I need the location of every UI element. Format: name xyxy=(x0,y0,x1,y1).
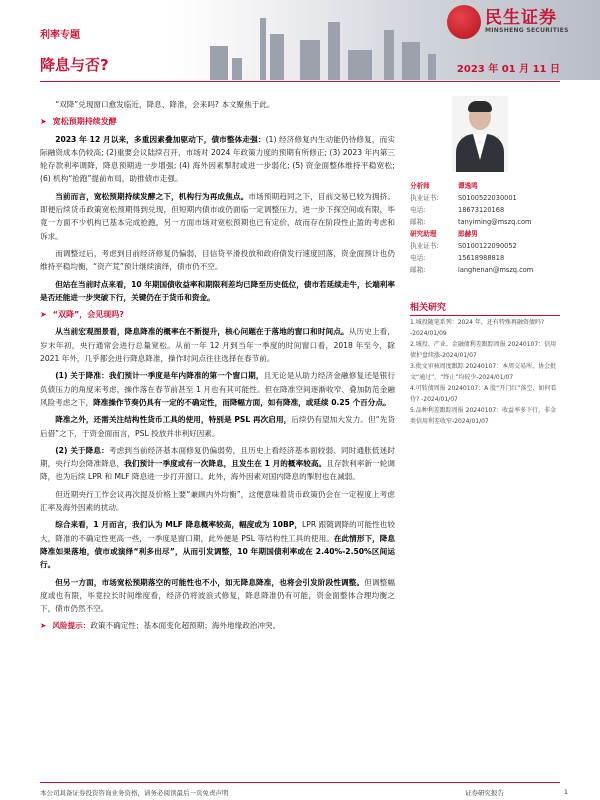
paragraph: (2) 关于降息：考虑到当前经济基本面修复仍偏弱势，且历史上看经济基本面较弱、同时通胀低迷时期，央行均会降准降息，我们预计一季度或有一次降息，且发生在 1 月的概率较高。且存款利率新一轮调降，也为后续 LPR 和 MLF 降息进一步打开窗口。此外，海外因素对国内降息的掣肘也在减弱。 xyxy=(40,445,396,482)
analyst-email-link[interactable]: langhenan@mszq.com xyxy=(458,266,534,274)
footer-disclaimer: 本公司具备证券投资咨询业务资格，请务必阅读最后一页免责声明 xyxy=(40,789,229,797)
report-date: 2023 年 01 月 11 日 xyxy=(456,64,560,75)
analyst-email-link[interactable]: tanyiming@mszq.com xyxy=(458,218,532,226)
related-research-item[interactable]: 1.城投随笔系列：2024 年，还有特殊再融资债吗? -2024/01/09 xyxy=(410,319,545,337)
main-body xyxy=(40,98,395,633)
page-number: 1 xyxy=(563,788,568,796)
header-divider xyxy=(40,81,560,82)
paragraph: 但另一方面，市场宽松预期落空的可能性也不小，如无降息降准，也将会引发阶段性调整。但调整幅度或也有限，毕竟拉长时间维度看，经济仍将波浪式修复，降息降准仍有可能，资金面整体合理均衡之下，债市仍然不空。 xyxy=(40,577,396,614)
paragraph: (1) 关于降准：我们预计一季度是年内降准的第一个窗口期，且无论是从助力经济金融修复还是银行负债压力的角度来考虑，操作落在春节前甚至 1 月也有其可能性。但在降准空间逐渐收窄、叠加防范金融风险考虑之下，降准操作节奏仍具有一定的不确定性，而降幅方面，如有降准，或延续 0.25 个百分点。 xyxy=(40,371,396,407)
report-title: 降息与否? xyxy=(40,56,109,74)
logo-chinese: 民生证券 xyxy=(485,8,557,28)
paragraph: 但近期央行工作会议再次提及价格上要“兼顾内外均衡”，这便意味着货币政策仍会在一定程度上考虑汇率及海外因素的扰动。 xyxy=(40,489,395,513)
paragraph: 从当前宏观图景看，降息降准的概率在不断提升，核心问题在于落地的窗口和时间点。从历史上看，岁末年初，央行通常会进行总量宽松。从前一年 12 月到当年一季度的时间窗口看，2018 年至今，除 2021 年外，几乎都会进行降息降准，操作时间点往往选择在春节前。 xyxy=(40,327,396,364)
logo-english: MINSHENG SECURITIES xyxy=(485,27,569,34)
arrow-right-icon: ➤ xyxy=(40,621,47,631)
minsheng-logo xyxy=(447,2,587,42)
paragraph: 综合来看，1 月而言，我们认为 MLF 降息概率较高，幅度或为 10BP，LPR 跟随调降的可能性也较大，降准的不确定性更高一些，一季度是窗口期，此外便是 PSL 等结构性工具的使用。在此情形下，降息降准如果落地，债市或演绎“利多出尽”，从而引发调整，10 年期国债利率或在 2.40%-2.50%区间运行。 xyxy=(40,520,395,570)
intro-paragraph: “双降”兑现窗口愈发临近，降息、降准，会来吗? 本文聚焦于此。 xyxy=(55,100,275,109)
related-research-heading: 相关研究 xyxy=(410,300,560,316)
related-research-item[interactable]: 4.可转债周报 20240107：A 股“开门红”落空，如何看待? -2024/01/07 xyxy=(410,385,557,403)
footer-divider xyxy=(40,782,560,783)
related-research-list xyxy=(410,318,560,428)
paragraph: 但站在当前时点来看，10 年期国债收益率和期限利差均已降至历史低位，债市若延续走牛，长端利率是否还能进一步突破下行，关键仍在于货币和资金。 xyxy=(40,279,395,302)
logo-mark-icon xyxy=(447,5,481,39)
footer-doc-type: 证券研究报告 xyxy=(465,789,504,797)
paragraph: 2023 年 12 月以来，多重因素叠加驱动下，债市整体走强：(1) 经济修复内生动能仍待修复，而实际融资成本仍较高; (2)重要会议陆续召开，市场对 2024 年政策力度的预期有所修正; (3) 2023 年内第三轮存款利率调降，降息预期进一步增强; (4) 海外因素掣肘或进一步弱化; (5) 资金面整体维持平稳宽松; (6) 机构“抢跑”提前布局，助推债市走强。 xyxy=(40,134,395,184)
section1-heading: ➤ 宽松预期持续发酵 xyxy=(40,115,395,128)
report-header xyxy=(0,0,600,82)
related-research-item[interactable]: 2.城投、产业、金融债利差跟踪周报 20240107：信用债护盘续涨-2024/01/07 xyxy=(410,341,557,359)
report-category: 利率专题 xyxy=(40,30,80,41)
paragraph: 当前而言，宽松预期持续发酵之下，机构行为再成焦点。市场预期趋同之下，目前交易已较为拥挤。即便后续货币政策宽松预期得到兑现，但短期内债市或仍面临一定调整压力，进一步下探空间或有限，毕竟一方面不少机构已基本完成抢跑，另一方面市场对宽松预期也已有定价，故而存在阶段性止盈的考虑和诉求。 xyxy=(40,191,396,241)
related-research-item[interactable]: 3.批文审核周度跟踪 20240107：本周交易所、协会批文“通过”、“终止”均较少-2024/01/07 xyxy=(410,363,557,381)
paragraph: 而调整过后，考虑到目前经济修复仍偏弱，目信贷平滑投放和政府债发行速度回落，资金面预计也仍维持平稳均衡，“资产荒”预计继续演绎，债市仍不空。 xyxy=(40,248,395,272)
paragraph: 降准之外，还需关注结构性货币工具的使用，特别是 PSL 再次启用，后续仍有望加大发力。但“先货后借”之下，于资金面而言，PSL 投放并非利好因素。 xyxy=(40,415,395,438)
related-research-item[interactable]: 5.品种利差跟踪周报 20240107：收益率多下行，非金类信用利差收窄-2024/01/07 xyxy=(410,407,557,425)
arrow-right-icon: ➤ xyxy=(40,310,47,320)
section2-heading: ➤ “双降”，会见现吗? xyxy=(40,308,395,321)
risk-warning: ➤ 风险提示： 政策不确定性；基本面变化超预期；海外地缘政治冲突。 xyxy=(40,619,395,632)
analyst-card: 分析师 谭逸鸣 执业证书: S0100522030001 电话: 18673120168 邮箱: tanyiming@mszq.com 研究助理 郎赫男 执业证书: S0100122090052 电话: 15618988818 邮箱: langhenan@mszq.com xyxy=(410,182,534,274)
arrow-right-icon: ➤ xyxy=(40,117,47,127)
analyst-photo xyxy=(452,96,508,172)
